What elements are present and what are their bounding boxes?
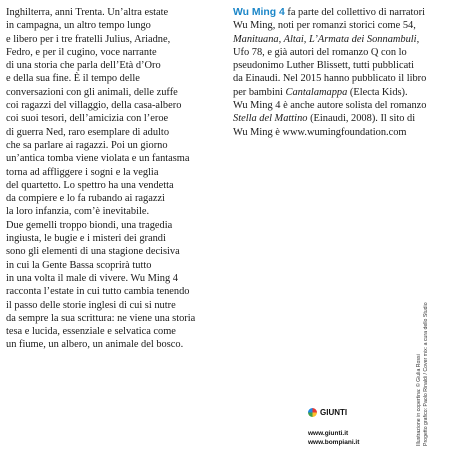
blurb-line: di una storia che parla dell’Età d’Oro xyxy=(6,60,161,72)
author-bio: Wu Ming 4 fa parte del collettivo di narratori Wu Ming, noti per romanzi storici come 54, Manituana, Altai, L’Armata dei Sonnambuli, Ufo 78, e già autori del romanzo Q con lo pseudonimo Luther Blissett, tutti pubblicati da Einaudi. Nel 2015 hanno pubblicato il libro per bambini Cantalamappa (Electa Kids). Wu Ming 4 è anche autore solista del romanzo Stella del Mattino (Einaudi, 2008). Il sito di Wu Ming è www.wumingfoundation.com xyxy=(233,7,427,138)
publisher-logo: GIUNTI xyxy=(308,408,359,417)
publisher-url-link[interactable]: www.bompiani.it xyxy=(308,439,360,446)
blurb-line: racconta l’estate in cui tutto cambia tenendo xyxy=(6,286,190,298)
blurb-line: torna ad affliggere i sogni e la veglia xyxy=(6,166,159,178)
blurb-line: un fiume, un albero, un animale del bosco. xyxy=(6,339,184,351)
blurb-line: che sa parlare ai ragazzi. Poi un giorno xyxy=(6,139,168,151)
blurb-line: coi ragazzi del villaggio, della casa-albero xyxy=(6,100,182,112)
image-credits: Illustrazione in copertina: © Giulia Rossi Progetto grafico: Paolo Rinaldi / Cover mix: a cura dello Studio xyxy=(416,302,429,446)
blurb-line: coi suoi tesori, dell’amicizia con l’eroe xyxy=(6,113,169,125)
blurb-line: del quartetto. Lo spettro ha una vendetta xyxy=(6,179,174,191)
blurb-line: da sempre la sua scrittura: ne viene una storia xyxy=(6,312,196,324)
blurb-line: in cui la Gente Bassa scoprirà tutto xyxy=(6,259,152,271)
blurb-line: in campagna, un altro tempo lungo xyxy=(6,20,151,32)
blurb-line: da compiere e lo fa rubando ai ragazzi xyxy=(6,193,165,205)
blurb-line: conversazioni con gli animali, delle zuffe xyxy=(6,86,178,98)
blurb-line: Fedro, e per il cugino, voce narrante xyxy=(6,46,157,58)
author-name: Wu Ming 4 xyxy=(233,7,285,18)
blurb-line: e libero per i tre fratelli Julius, Ariadne, xyxy=(6,33,171,45)
back-cover-blurb xyxy=(6,6,214,352)
blurb-line: il passo delle storie inglesi di cui si nutre xyxy=(6,299,176,311)
publisher-block xyxy=(308,408,359,447)
blurb-line: la loro infanzia, com’è inevitabile. xyxy=(6,206,150,218)
publisher-url-link[interactable]: www.giunti.it xyxy=(308,430,349,437)
blurb-line: un’antica tomba viene violata e un fantasma xyxy=(6,153,190,165)
blurb-line: sono gli elementi di una stagione decisiva xyxy=(6,246,180,258)
blurb-line: in una volta il male di vivere. Wu Ming 4 xyxy=(6,272,178,284)
blurb-line: Due gemelli troppo biondi, una tragedia xyxy=(6,219,173,231)
blurb-line: e della sua fine. È il tempo delle xyxy=(6,73,140,85)
publisher-logo-icon xyxy=(308,408,317,417)
blurb-line: di guerra Ned, raro esemplare di adulto xyxy=(6,126,170,138)
publisher-urls xyxy=(308,429,359,447)
blurb-line: ingiusta, le bugie e i misteri dei grandi xyxy=(6,233,166,245)
blurb-line: tesa e lucida, essenziale e selvatica come xyxy=(6,326,176,338)
blurb-line: Inghilterra, anni Trenta. Un’altra estate xyxy=(6,7,169,18)
